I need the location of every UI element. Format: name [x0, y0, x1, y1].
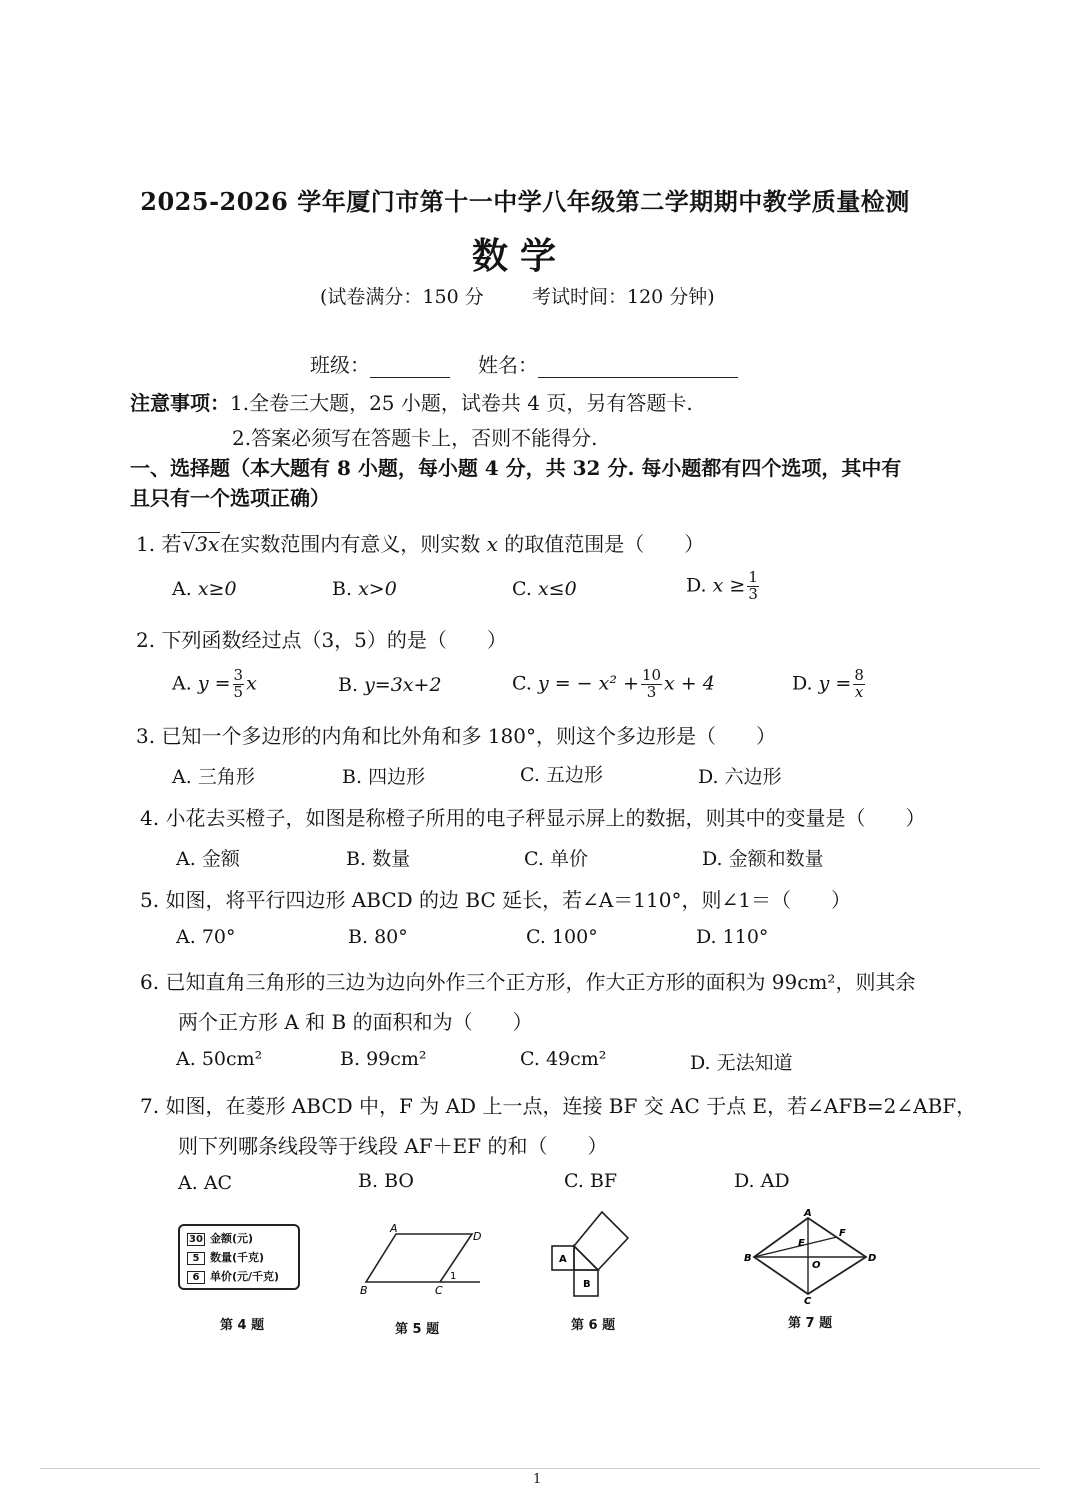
point-f-label: F [839, 1228, 846, 1239]
option-text: 金额 [201, 848, 240, 870]
option-label: A. [176, 1048, 196, 1070]
square-a-label: A [559, 1254, 567, 1265]
option-c [512, 578, 577, 600]
point-b-label: B [744, 1253, 752, 1264]
question-text: 如图，将平行四边形 ABCD 的边 BC 延长，若∠A＝110°，则∠1＝（ ） [165, 888, 851, 912]
denominator: 5 [233, 682, 244, 701]
option-label: D. [690, 1052, 711, 1074]
option-label: A. [178, 1172, 198, 1194]
option-text: y = [818, 672, 852, 695]
option-c [524, 844, 588, 871]
scale-label: 数量(千克) [210, 1251, 265, 1264]
option-text: 金额和数量 [728, 848, 824, 870]
option-label: A. [172, 672, 192, 695]
option-text: 70° [201, 926, 236, 948]
question-number: 6. [140, 970, 160, 994]
radicand: 3x [195, 532, 220, 556]
question-number: 3. [136, 724, 156, 748]
question-text: 已知直角三角形的三边为边向外作三个正方形，作大正方形的面积为 99cm²，则其余 [165, 970, 916, 994]
option-text: 80° [374, 926, 408, 948]
option-text: x [246, 672, 257, 695]
question-1 [136, 528, 704, 557]
note-item: 2.答案必须写在答题卡上，否则不能得分. [232, 426, 598, 450]
option-label: B. [338, 674, 359, 696]
variable: x [486, 532, 498, 556]
option-b [358, 1170, 414, 1192]
option-d [792, 668, 867, 701]
rhombus-abcd [754, 1218, 866, 1294]
option-text: 三角形 [197, 766, 255, 788]
scale-row-unit-price [187, 1268, 279, 1284]
option-a [176, 844, 240, 871]
scale-row-quantity [187, 1249, 264, 1265]
option-b [340, 1048, 427, 1070]
option-text: 无法知道 [716, 1052, 793, 1074]
fraction [233, 668, 245, 701]
option-text: y = [197, 672, 231, 695]
question-number: 7. [140, 1094, 160, 1118]
option-text: x≥0 [197, 578, 237, 600]
option-label: A. [172, 766, 192, 788]
option-label: C. [526, 926, 546, 948]
option-c [564, 1170, 617, 1192]
option-text: BF [589, 1170, 618, 1192]
radical-expression: √3x [182, 532, 220, 556]
option-text: x ≥ [712, 574, 746, 597]
numerator: 10 [641, 666, 662, 684]
class-blank [370, 355, 450, 378]
question-number: 4. [140, 806, 160, 830]
option-text: 六边形 [724, 766, 782, 788]
option-b [338, 674, 442, 696]
section-heading: 一、选择题（本大题有 8 小题，每小题 4 分，共 32 分. 每小题都有四个选项，其中有 [130, 456, 902, 480]
option-label: A. [176, 926, 196, 948]
figure-7-caption: 第 7 题 [788, 1316, 833, 1331]
question-number: 5. [140, 888, 160, 912]
option-text: 四边形 [368, 766, 426, 788]
option-text: 49cm² [545, 1048, 607, 1070]
option-label: D. [696, 926, 717, 948]
option-text: x + 4 [664, 672, 715, 695]
option-d [686, 570, 761, 603]
option-d [734, 1170, 790, 1192]
option-label: C. [520, 764, 540, 786]
option-text: BO [384, 1170, 414, 1192]
option-label: C. [520, 1048, 540, 1070]
option-label: D. [686, 574, 707, 597]
option-d [690, 1048, 793, 1075]
footer-divider [40, 1468, 1040, 1469]
point-d-label: D [868, 1253, 877, 1264]
scale-value: 5 [187, 1252, 205, 1265]
option-text: AD [760, 1170, 790, 1192]
note-item: 1.全卷三大题，25 小题，试卷共 4 页，另有答题卡. [230, 391, 693, 415]
scale-label: 单价(元/千克) [210, 1270, 280, 1283]
option-text: y = − x² + [537, 672, 639, 695]
option-b [342, 762, 425, 789]
large-square [574, 1212, 628, 1270]
fraction [747, 570, 759, 603]
option-label: B. [358, 1170, 379, 1192]
notes [130, 387, 693, 416]
option-text: x>0 [358, 578, 397, 600]
fraction [853, 668, 865, 701]
name-label: 姓名： [478, 353, 538, 377]
option-label: C. [524, 848, 544, 870]
figure-4-caption: 第 4 题 [220, 1318, 265, 1333]
question-4 [140, 802, 925, 831]
option-a [178, 1172, 232, 1194]
scale-value: 6 [187, 1271, 205, 1284]
parallelogram-figure [352, 1222, 484, 1298]
denominator: 3 [748, 584, 758, 603]
option-a [172, 578, 237, 600]
point-e-label: E [798, 1238, 805, 1249]
exam-title: 2025-2026 学年厦门市第十一中学八年级第二学期期中教学质量检测 [140, 187, 910, 216]
option-label: C. [512, 578, 532, 600]
question-6 [140, 966, 915, 995]
question-3 [136, 720, 776, 749]
option-text: 99cm² [366, 1048, 427, 1070]
subject-title: 数学 [471, 235, 568, 277]
option-d [696, 926, 768, 948]
full-score: (试卷满分：150 分 [320, 286, 484, 308]
option-label: B. [332, 578, 353, 600]
class-label: 班级： [310, 353, 370, 377]
question-text: 已知一个多边形的内角和比外角和多 180°，则这个多边形是（ ） [161, 724, 776, 748]
option-label: B. [342, 766, 363, 788]
denominator: x [854, 682, 864, 701]
option-label: D. [734, 1170, 755, 1192]
option-text: 单价 [549, 848, 588, 870]
option-b [348, 926, 408, 948]
option-text: x≤0 [537, 578, 577, 600]
question-text: 下列函数经过点（3，5）的是（ ） [161, 628, 507, 652]
option-b [332, 578, 397, 600]
option-label: B. [346, 848, 367, 870]
question-7 [140, 1090, 976, 1119]
question-number: 1. [136, 532, 156, 556]
question-text: 的取值范围是（ ） [504, 532, 705, 556]
section-heading-cont: 且只有一个选项正确） [130, 486, 330, 510]
point-o-label: O [812, 1260, 821, 1271]
question-6-cont: 两个正方形 A 和 B 的面积和为（ ） [178, 1010, 533, 1034]
option-a [176, 926, 236, 948]
numerator: 8 [854, 666, 864, 684]
point-c-label: C [435, 1284, 443, 1297]
scale-display-figure [178, 1224, 300, 1290]
numerator: 1 [748, 568, 758, 586]
option-text: 110° [722, 926, 769, 948]
option-label: A. [176, 848, 196, 870]
option-c [526, 926, 598, 948]
option-label: D. [702, 848, 723, 870]
question-text: 在实数范围内有意义，则实数 [220, 532, 481, 556]
option-label: C. [564, 1170, 584, 1192]
point-c-label: C [804, 1296, 812, 1306]
name-field [478, 349, 738, 378]
option-text: 数量 [372, 848, 411, 870]
option-d [698, 762, 782, 789]
option-label: B. [340, 1048, 361, 1070]
question-text: 如图，在菱形 ABCD 中，F 为 AD 上一点，连接 BF 交 AC 于点 E，若∠AFB=2∠ABF， [165, 1094, 977, 1118]
point-a-label: A [390, 1222, 398, 1235]
question-number: 2. [136, 628, 156, 652]
option-c [520, 1048, 606, 1070]
point-a-label: A [804, 1208, 812, 1219]
angle-1-label: 1 [450, 1271, 457, 1282]
question-2 [136, 624, 507, 653]
option-label: B. [348, 926, 369, 948]
option-c [520, 760, 603, 787]
option-d [702, 844, 824, 871]
square-b-label: B [583, 1279, 591, 1290]
option-text: 100° [551, 926, 598, 948]
pythagoras-figure [546, 1206, 636, 1302]
option-label: A. [172, 578, 192, 600]
name-blank [538, 355, 738, 378]
scale-row-amount [187, 1230, 253, 1246]
fraction [641, 668, 662, 701]
option-text: 50cm² [201, 1048, 263, 1070]
rhombus-figure [740, 1206, 880, 1306]
figure-6-caption: 第 6 题 [571, 1318, 616, 1333]
question-text: 小花去买橙子，如图是称橙子所用的电子秤显示屏上的数据，则其中的变量是（ ） [165, 806, 926, 830]
option-text: AC [203, 1172, 233, 1194]
figure-5-caption: 第 5 题 [395, 1322, 440, 1337]
question-text: 若 [161, 532, 182, 556]
point-b-label: B [360, 1284, 368, 1297]
scale-value: 30 [187, 1233, 205, 1246]
option-c [512, 668, 715, 701]
class-field [310, 349, 450, 378]
option-text: 五边形 [545, 764, 603, 786]
option-label: D. [792, 672, 813, 695]
exam-time: 考试时间：120 分钟) [532, 286, 715, 308]
question-5 [140, 884, 851, 913]
numerator: 3 [233, 666, 244, 684]
option-a [172, 668, 257, 701]
notes-label: 注意事项： [130, 391, 230, 415]
question-7-cont: 则下列哪条线段等于线段 AF＋EF 的和（ ） [178, 1134, 608, 1158]
point-d-label: D [473, 1230, 482, 1243]
scale-label: 金额(元) [210, 1232, 254, 1245]
denominator: 3 [646, 682, 657, 701]
option-text: y=3x+2 [364, 674, 442, 696]
page-number: 1 [533, 1472, 542, 1487]
option-label: D. [698, 766, 719, 788]
option-label: C. [512, 672, 532, 695]
option-a [172, 762, 255, 789]
option-b [346, 844, 410, 871]
option-a [176, 1048, 262, 1070]
